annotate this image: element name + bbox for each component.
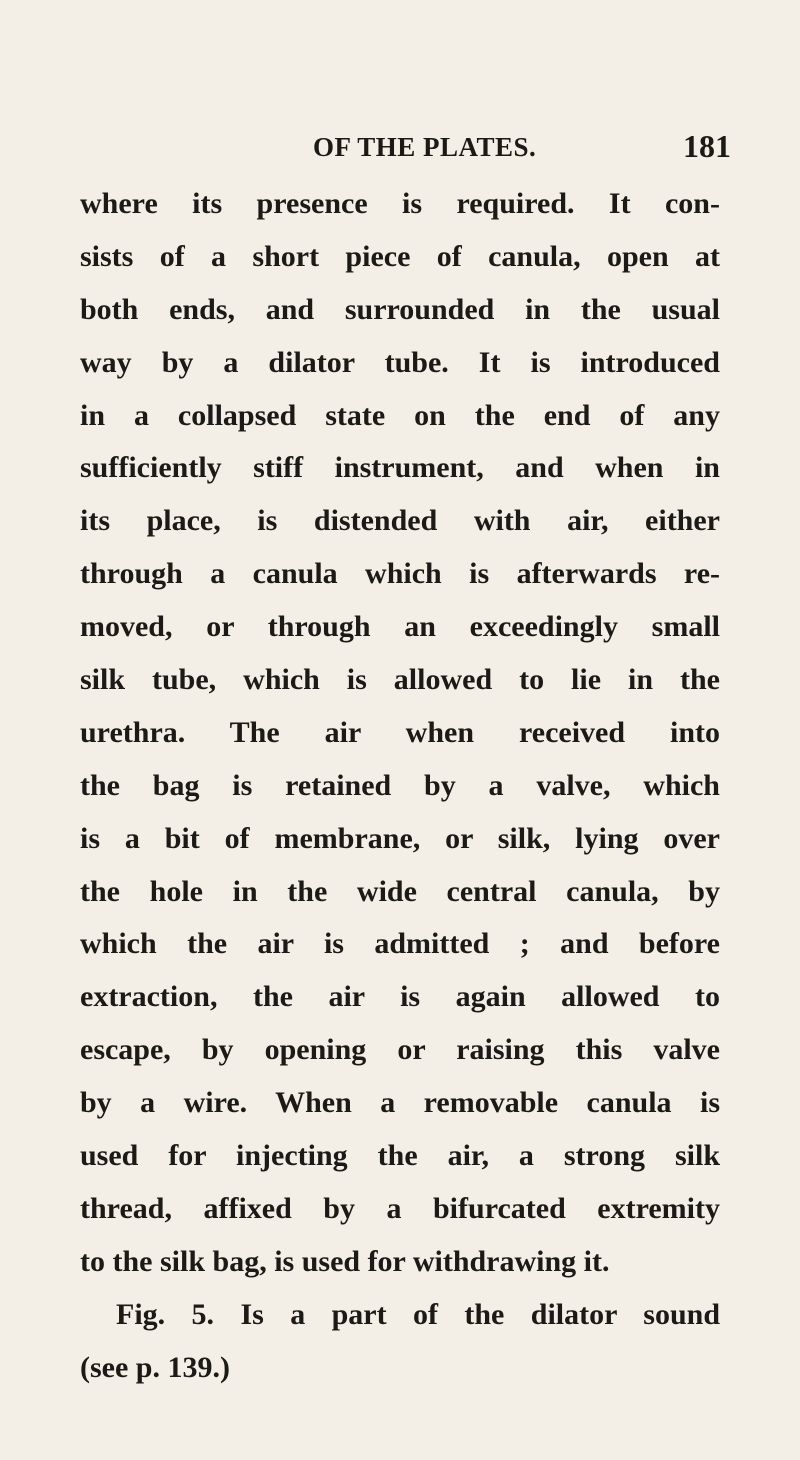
text-line: moved, or through an exceedingly small xyxy=(80,610,720,644)
text-line: by a wire. When a removable canula is xyxy=(80,1086,720,1120)
body-text xyxy=(80,178,720,1394)
text-line: where its presence is required. It con- xyxy=(80,187,720,220)
text-line: in a collapsed state on the end of any xyxy=(80,398,720,432)
text-line: urethra. The air when received into xyxy=(80,715,720,749)
text-line: its place, is distended with air, either xyxy=(80,504,720,538)
text-line: sufficiently stiff instrument, and when in xyxy=(80,451,720,485)
text-line: both ends, and surrounded in the usual xyxy=(80,292,720,326)
text-line: extraction, the air is again allowed to xyxy=(80,980,720,1014)
text-line: sists of a short piece of canula, open at xyxy=(80,239,720,273)
text-line: which the air is admitted ; and before xyxy=(80,927,720,961)
text-line: the hole in the wide central canula, by xyxy=(80,874,720,908)
text-line: Fig. 5. Is a part of the dilator sound xyxy=(116,1297,720,1331)
page-number: 181 xyxy=(683,128,731,164)
text-line: through a canula which is afterwards re- xyxy=(80,557,720,591)
running-title: OF THE PLATES. xyxy=(313,132,537,162)
text-line: silk tube, which is allowed to lie in the xyxy=(80,663,720,697)
running-head xyxy=(0,128,800,172)
text-line: thread, affixed by a bifurcated extremity xyxy=(80,1191,720,1225)
text-line: used for injecting the air, a strong silk xyxy=(80,1139,720,1173)
text-line: to the silk bag, is used for withdrawing it. xyxy=(80,1244,610,1278)
text-line: way by a dilator tube. It is introduced xyxy=(80,345,720,379)
text-line: the bag is retained by a valve, which xyxy=(80,768,720,802)
text-line: is a bit of membrane, or silk, lying over xyxy=(80,821,720,855)
text-line: (see p. 139.) xyxy=(80,1350,230,1384)
text-line: escape, by opening or raising this valve xyxy=(80,1033,720,1067)
